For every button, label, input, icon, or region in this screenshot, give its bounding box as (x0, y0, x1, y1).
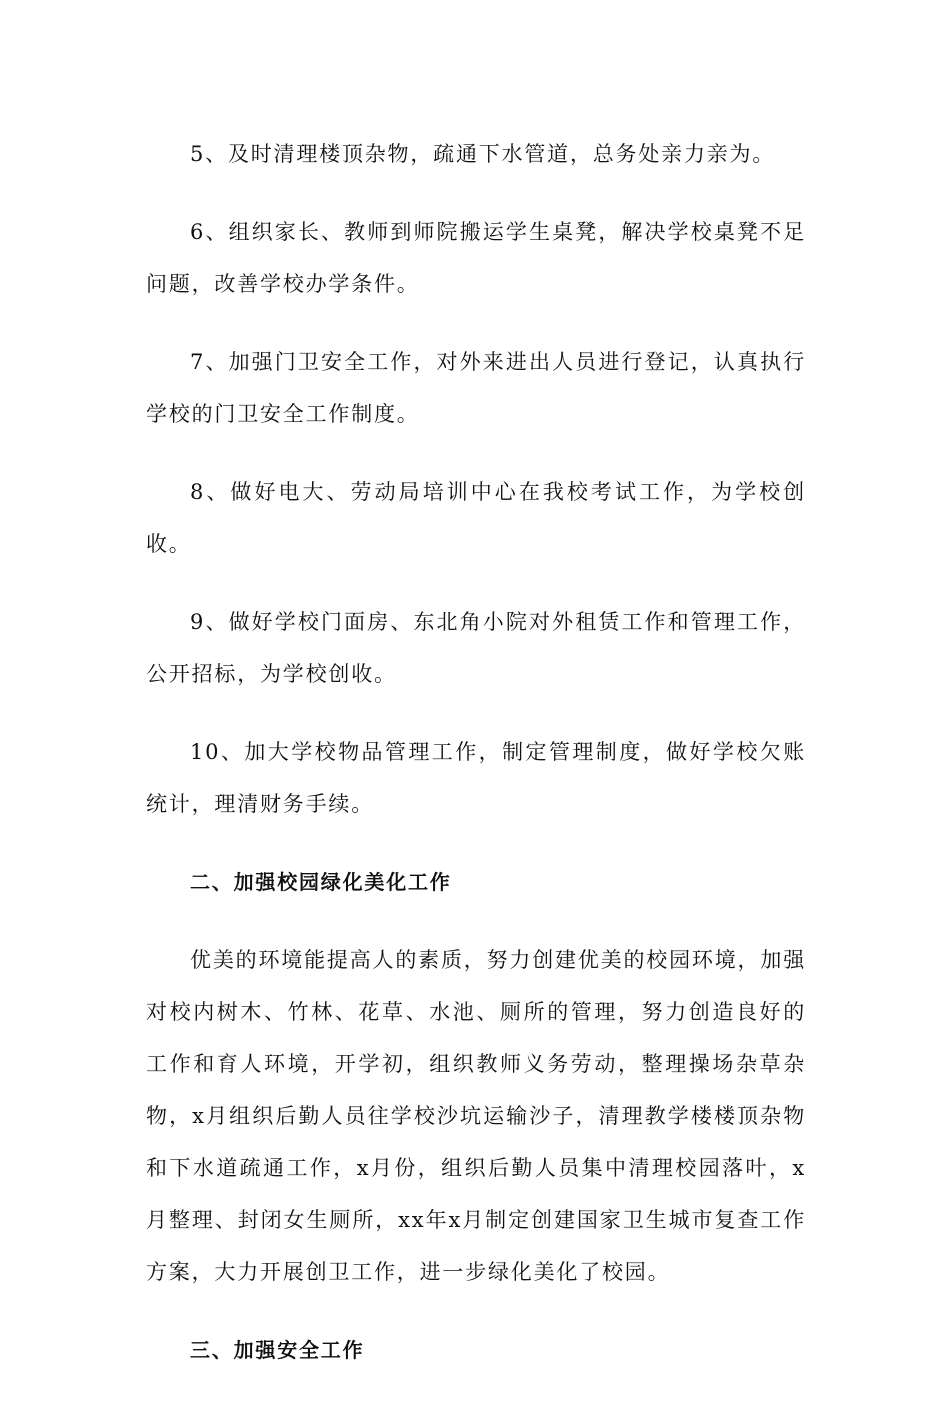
section-heading-greening: 二、加强校园绿化美化工作 (190, 870, 452, 894)
paragraph-item-8: 8、做好电大、劳动局培训中心在我校考试工作，为学校创收。 (146, 480, 806, 556)
paragraph-item-5: 5、及时清理楼顶杂物，疏通下水管道，总务处亲力亲为。 (190, 142, 776, 166)
paragraph-item-6: 6、组织家长、教师到师院搬运学生桌凳，解决学校桌凳不足问题，改善学校办学条件。 (146, 220, 806, 296)
section-heading-safety: 三、加强安全工作 (190, 1338, 365, 1362)
paragraph-item-10: 10、加大学校物品管理工作，制定管理制度，做好学校欠账统计，理清财务手续。 (146, 740, 806, 816)
section-greening-body: 优美的环境能提高人的素质，努力创建优美的校园环境，加强对校内树木、竹林、花草、水池、厕所的管理，努力创造良好的工作和育人环境，开学初，组织教师义务劳动，整理操场杂草杂物，x月组织后勤人员往学校沙坑运输沙子，清理教学楼楼顶杂物和下水道疏通工作，x月份，组织后勤人员集中清理校园落叶，x月整理、封闭女生厕所，xx年x月制定创建国家卫生城市复查工作方案，大力开展创卫工作，进一步绿化美化了校园。 (146, 948, 806, 1284)
paragraph-item-9: 9、做好学校门面房、东北角小院对外租赁工作和管理工作，公开招标，为学校创收。 (146, 610, 806, 686)
paragraph-item-7: 7、加强门卫安全工作，对外来进出人员进行登记，认真执行学校的门卫安全工作制度。 (146, 350, 806, 426)
document-body (146, 128, 806, 1402)
